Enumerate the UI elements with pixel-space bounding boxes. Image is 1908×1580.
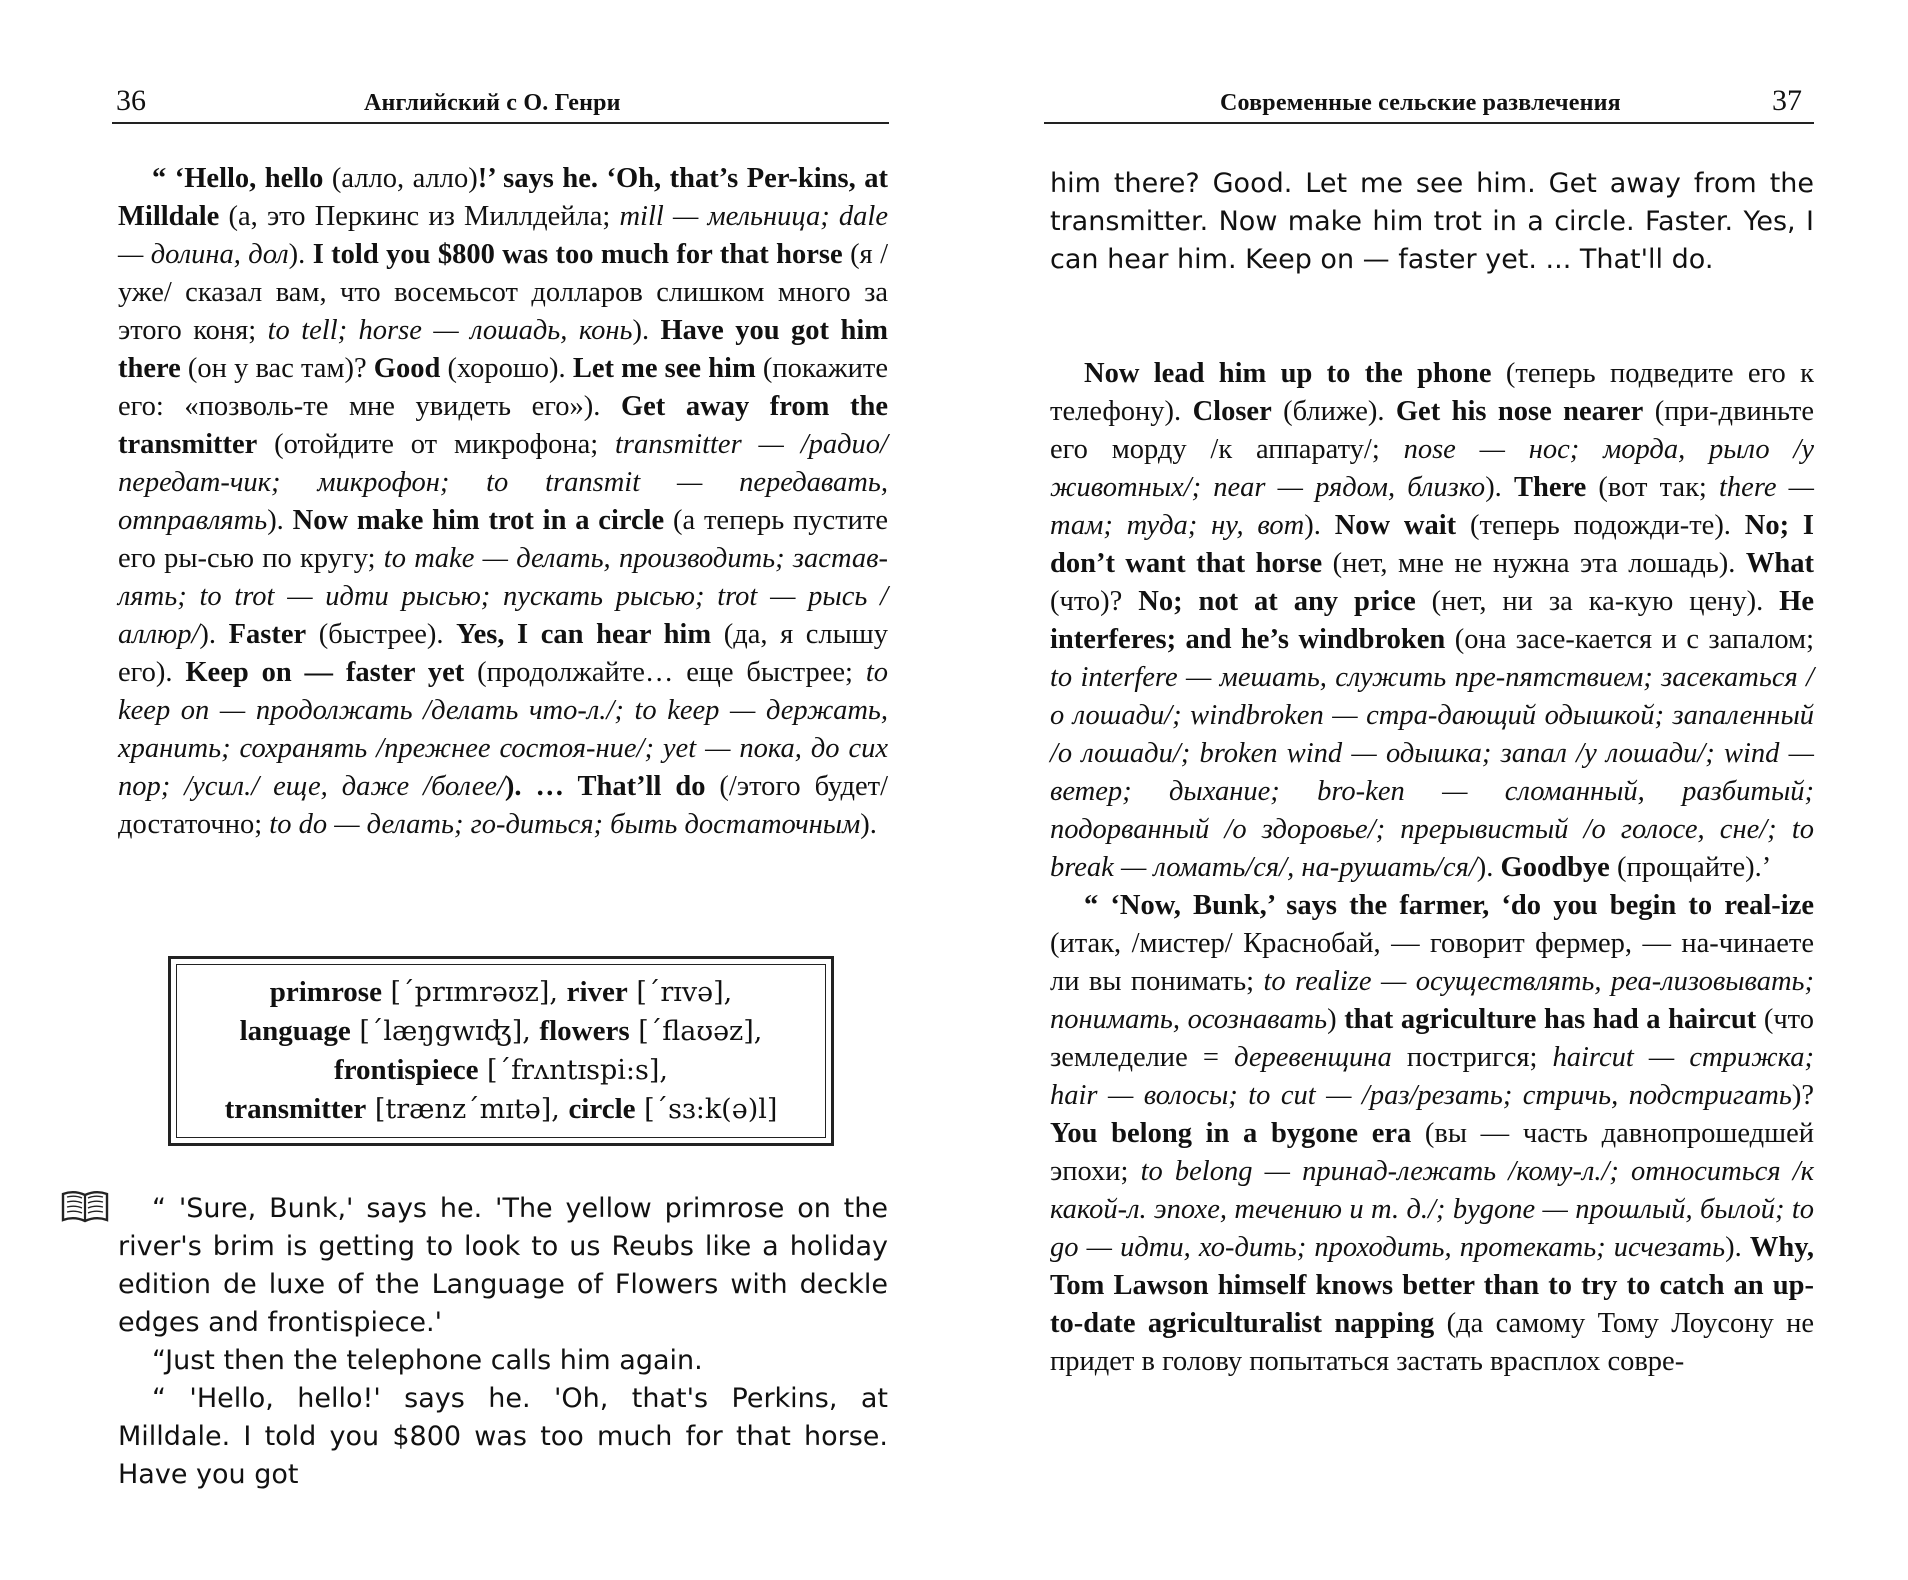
text-bold: “ ‘Now, Bunk,’ says the farmer, ‘do you begin to real-ize: [1084, 890, 1814, 921]
pronunciation-box: [168, 956, 834, 1146]
right-annotated-paragraph-1: [1050, 355, 1814, 887]
pron-ipa: [ˊprɪmrəʊz],: [381, 977, 567, 1008]
original-paragraph: “Just then the telephone calls him again.: [152, 1345, 703, 1376]
text-italic: mill — мельница; dale — долина, дол: [118, 201, 888, 270]
text-gloss: (отойдите от микрофона;: [257, 429, 615, 460]
text-bold: Yes, I can hear him: [456, 619, 712, 650]
pron-word: frontispiece: [334, 1054, 479, 1086]
text-gloss: (а теперь пустите его ры-сью по кругу;: [118, 505, 889, 574]
right-annotated-paragraph-2: [1050, 887, 1814, 1381]
pron-word: river: [566, 976, 628, 1008]
pronunciation-box-inner: [176, 964, 826, 1138]
text-gloss: (вы — часть давнопрошедшей эпохи;: [1050, 1118, 1814, 1187]
text-gloss: ): [1327, 1004, 1345, 1035]
text-gloss: ).: [632, 315, 661, 346]
text-gloss: (что земледелие =: [1050, 1004, 1814, 1073]
right-running-head: Современные сельские развлечения: [1220, 90, 1621, 116]
text-gloss: (итак, /мистер/ Краснобай, — говорит фермер, — на-чинаете ли вы понимать;: [1050, 928, 1814, 997]
text-gloss: (да самому Тому Лоусону не придет в голову попытаться застать врасплох совре-: [1050, 1308, 1815, 1377]
text-italic: to tell; horse — лошадь, конь: [267, 315, 633, 346]
text-bold: Goodbye: [1500, 852, 1610, 883]
text-gloss: (нет, ни за ка-кую цену).: [1415, 586, 1780, 617]
text-bold: No; not at any price: [1138, 586, 1416, 617]
text-italic: nose — нос; морда, рыло /у животных/; near — рядом, близко: [1050, 434, 1814, 503]
open-book-icon: [60, 1188, 110, 1226]
pron-word: language: [239, 1015, 351, 1047]
left-original-text: [118, 1190, 888, 1494]
text-bold: Let me see him: [572, 353, 756, 384]
pron-ipa: [trænzˊmɪtə],: [366, 1094, 569, 1125]
text-italic: to belong — принад-лежать /кому-л./; относиться /к какой-л. эпохе, течению и т. д./; bygone — прошлый, былой; to go — идти, хо-дить; проходить, протекать; исчезать: [1050, 1156, 1814, 1263]
text-gloss: ).: [1725, 1232, 1750, 1263]
text-gloss: (/этого будет/ достаточно;: [118, 771, 888, 840]
pronunciation-line: [240, 1012, 763, 1051]
original-paragraph: him there? Good. Let me see him. Get away from the transmitter. Now make him trot in a circle. Faster. Yes, I can hear him. Keep on — faster yet. ... That'll do.: [1050, 168, 1814, 275]
pron-ipa: [ˊflaʊəz],: [629, 1016, 763, 1047]
text-gloss: ).: [267, 505, 293, 536]
text-gloss: (при-двиньте его морду /к аппарату/;: [1050, 396, 1814, 465]
right-annotated-text: [1050, 355, 1814, 1381]
text-bold: No; I don’t want that horse: [1050, 510, 1815, 579]
text-italic: to do — делать; го-диться; быть достаточным: [269, 809, 861, 840]
text-bold: Closer: [1192, 396, 1272, 427]
text-gloss: (я /уже/ сказал вам, что восемьсот долларов слишком много за этого коня;: [118, 239, 888, 346]
text-gloss: (а, это Перкинс из Миллдейла;: [219, 201, 620, 232]
text-gloss: ).: [1485, 472, 1514, 503]
left-annotated-paragraph: [118, 160, 888, 844]
text-bold: That’ll do: [577, 771, 706, 802]
pron-word: primrose: [269, 976, 382, 1008]
text-gloss: (нет, мне не нужна эта лошадь).: [1322, 548, 1746, 579]
text-italic: to make — делать, производить; застав-лять; to trot — идти рысью; пускать рысью; trot — рысь /аллюр/: [118, 543, 888, 650]
text-gloss: )?: [1791, 1080, 1814, 1111]
left-page-header: [112, 82, 889, 124]
text-bold: Faster: [228, 619, 307, 650]
text-italic: to keep on — продолжать /делать что-л./; to keep — держать, хранить; сохранять /прежнее состоя-ние/; yet — пока, до сих пор; /усил./ еще, даже /более/: [118, 657, 888, 802]
text-gloss: ).: [1304, 510, 1335, 541]
text-gloss: (ближе).: [1271, 396, 1396, 427]
text-bold: Keep on — faster yet: [185, 657, 465, 688]
original-paragraph: “ 'Hello, hello!' says he. 'Oh, that's Perkins, at Milldale. I told you $800 was too much for that horse. Have you got: [118, 1383, 888, 1490]
text-bold: He interferes; and he’s windbroken: [1050, 586, 1814, 655]
left-annotated-paragraph-text: [118, 160, 888, 844]
text-italic: деревенщина: [1234, 1042, 1392, 1073]
right-page: [954, 0, 1908, 1580]
text-gloss: ).: [199, 619, 229, 650]
text-italic: to interfere — мешать, служить пре-пятствием; засекаться /о лошади/; windbroken — стра-дающий одышкой; запаленный /о лошади/; broken wind — одышка; запал /у лошади/; wind — ветер; дыхание; bro-ken — сломанный, разбитый; подорванный /о здоровье/; прерывистый /о голосе, сне/; to break — ломать/ся/, на-рушать/ся/: [1050, 662, 1814, 883]
text-bold: Now lead him up to the phone: [1084, 358, 1492, 389]
text-gloss: (она засе-кается и с запалом;: [1445, 624, 1815, 655]
text-gloss: (продолжайте… еще быстрее;: [464, 657, 866, 688]
text-bold: !’ says he. ‘Oh, that’s Per-kins, at Milldale: [118, 163, 889, 232]
pron-ipa: [ˊlæŋgwɪʤ],: [350, 1016, 540, 1047]
text-gloss: (хорошо).: [440, 353, 573, 384]
text-gloss: ).: [288, 239, 313, 270]
text-italic: haircut — стрижка; hair — волосы; to cut — /раз/резать; стричь, подстригать: [1050, 1042, 1814, 1111]
pronunciation-line: [270, 973, 733, 1012]
pronunciation-line: [225, 1090, 778, 1129]
text-bold: Now wait: [1334, 510, 1457, 541]
text-bold: You belong in a bygone era: [1050, 1118, 1412, 1149]
text-gloss: (теперь подведите его к телефону).: [1050, 358, 1814, 427]
text-gloss: ).: [1476, 852, 1501, 883]
text-gloss: постригся;: [1391, 1042, 1553, 1073]
text-bold: Get his nose nearer: [1395, 396, 1644, 427]
text-gloss: (он у вас там)?: [180, 353, 374, 384]
text-bold: What: [1745, 548, 1814, 579]
text-gloss: (что)?: [1050, 586, 1139, 617]
text-bold: Now make him trot in a circle: [292, 505, 665, 536]
text-gloss: (быстрее).: [306, 619, 457, 650]
text-gloss: (покажите его: «позволь-те мне увидеть его»).: [118, 353, 888, 422]
pron-word: circle: [568, 1093, 636, 1125]
text-gloss: ).: [860, 809, 877, 840]
right-original-text: [1050, 165, 1814, 279]
text-bold: Get away from the transmitter: [118, 391, 888, 460]
text-bold: Why, Tom Lawson himself knows better than to try to catch an up-to-date agriculturalist napping: [1050, 1232, 1814, 1339]
text-italic: to realize — осуществлять, реа-лизовывать; понимать, осознавать: [1050, 966, 1814, 1035]
text-bold: There: [1513, 472, 1587, 503]
pron-ipa: [ˊsɜ:k(ə)l]: [635, 1094, 778, 1125]
pronunciation-line: [334, 1051, 668, 1090]
text-bold: I told you $800 was too much for that horse: [312, 239, 843, 270]
original-paragraph: “ 'Sure, Bunk,' says he. 'The yellow primrose on the river's brim is getting to look to us Reubs like a holiday edition de luxe of the Language of Flowers with deckle edges and frontispiece.': [118, 1193, 888, 1338]
text-gloss: (прощайте).’: [1609, 852, 1772, 883]
text-gloss: (да, я слышу его).: [118, 619, 889, 688]
pron-ipa: [ˊfrʌntɪspi:s],: [478, 1055, 668, 1086]
left-page-number: 36: [116, 84, 146, 117]
text-italic: there — там; туда; ну, вот: [1050, 472, 1814, 541]
pron-word: flowers: [539, 1015, 630, 1047]
left-running-head: Английский с О. Генри: [364, 90, 621, 116]
text-gloss: (алло, алло): [323, 163, 478, 194]
right-page-header: [1044, 82, 1814, 124]
text-bold: Good: [373, 353, 441, 384]
text-bold: that agriculture has had a haircut: [1344, 1004, 1757, 1035]
text-gloss: (вот так;: [1586, 472, 1719, 503]
text-bold: Have you got him there: [118, 315, 888, 384]
text-bold: ). …: [504, 771, 578, 802]
text-gloss: (теперь подожди-те).: [1456, 510, 1745, 541]
pron-word: transmitter: [224, 1093, 367, 1125]
text-italic: transmitter — /радио/передат-чик; микрофон; to transmit — передавать, отправлять: [118, 429, 888, 536]
right-page-number: 37: [1772, 84, 1802, 117]
pron-ipa: [ˊrɪvə],: [627, 977, 733, 1008]
text-bold: “ ‘Hello, hello: [152, 163, 324, 194]
